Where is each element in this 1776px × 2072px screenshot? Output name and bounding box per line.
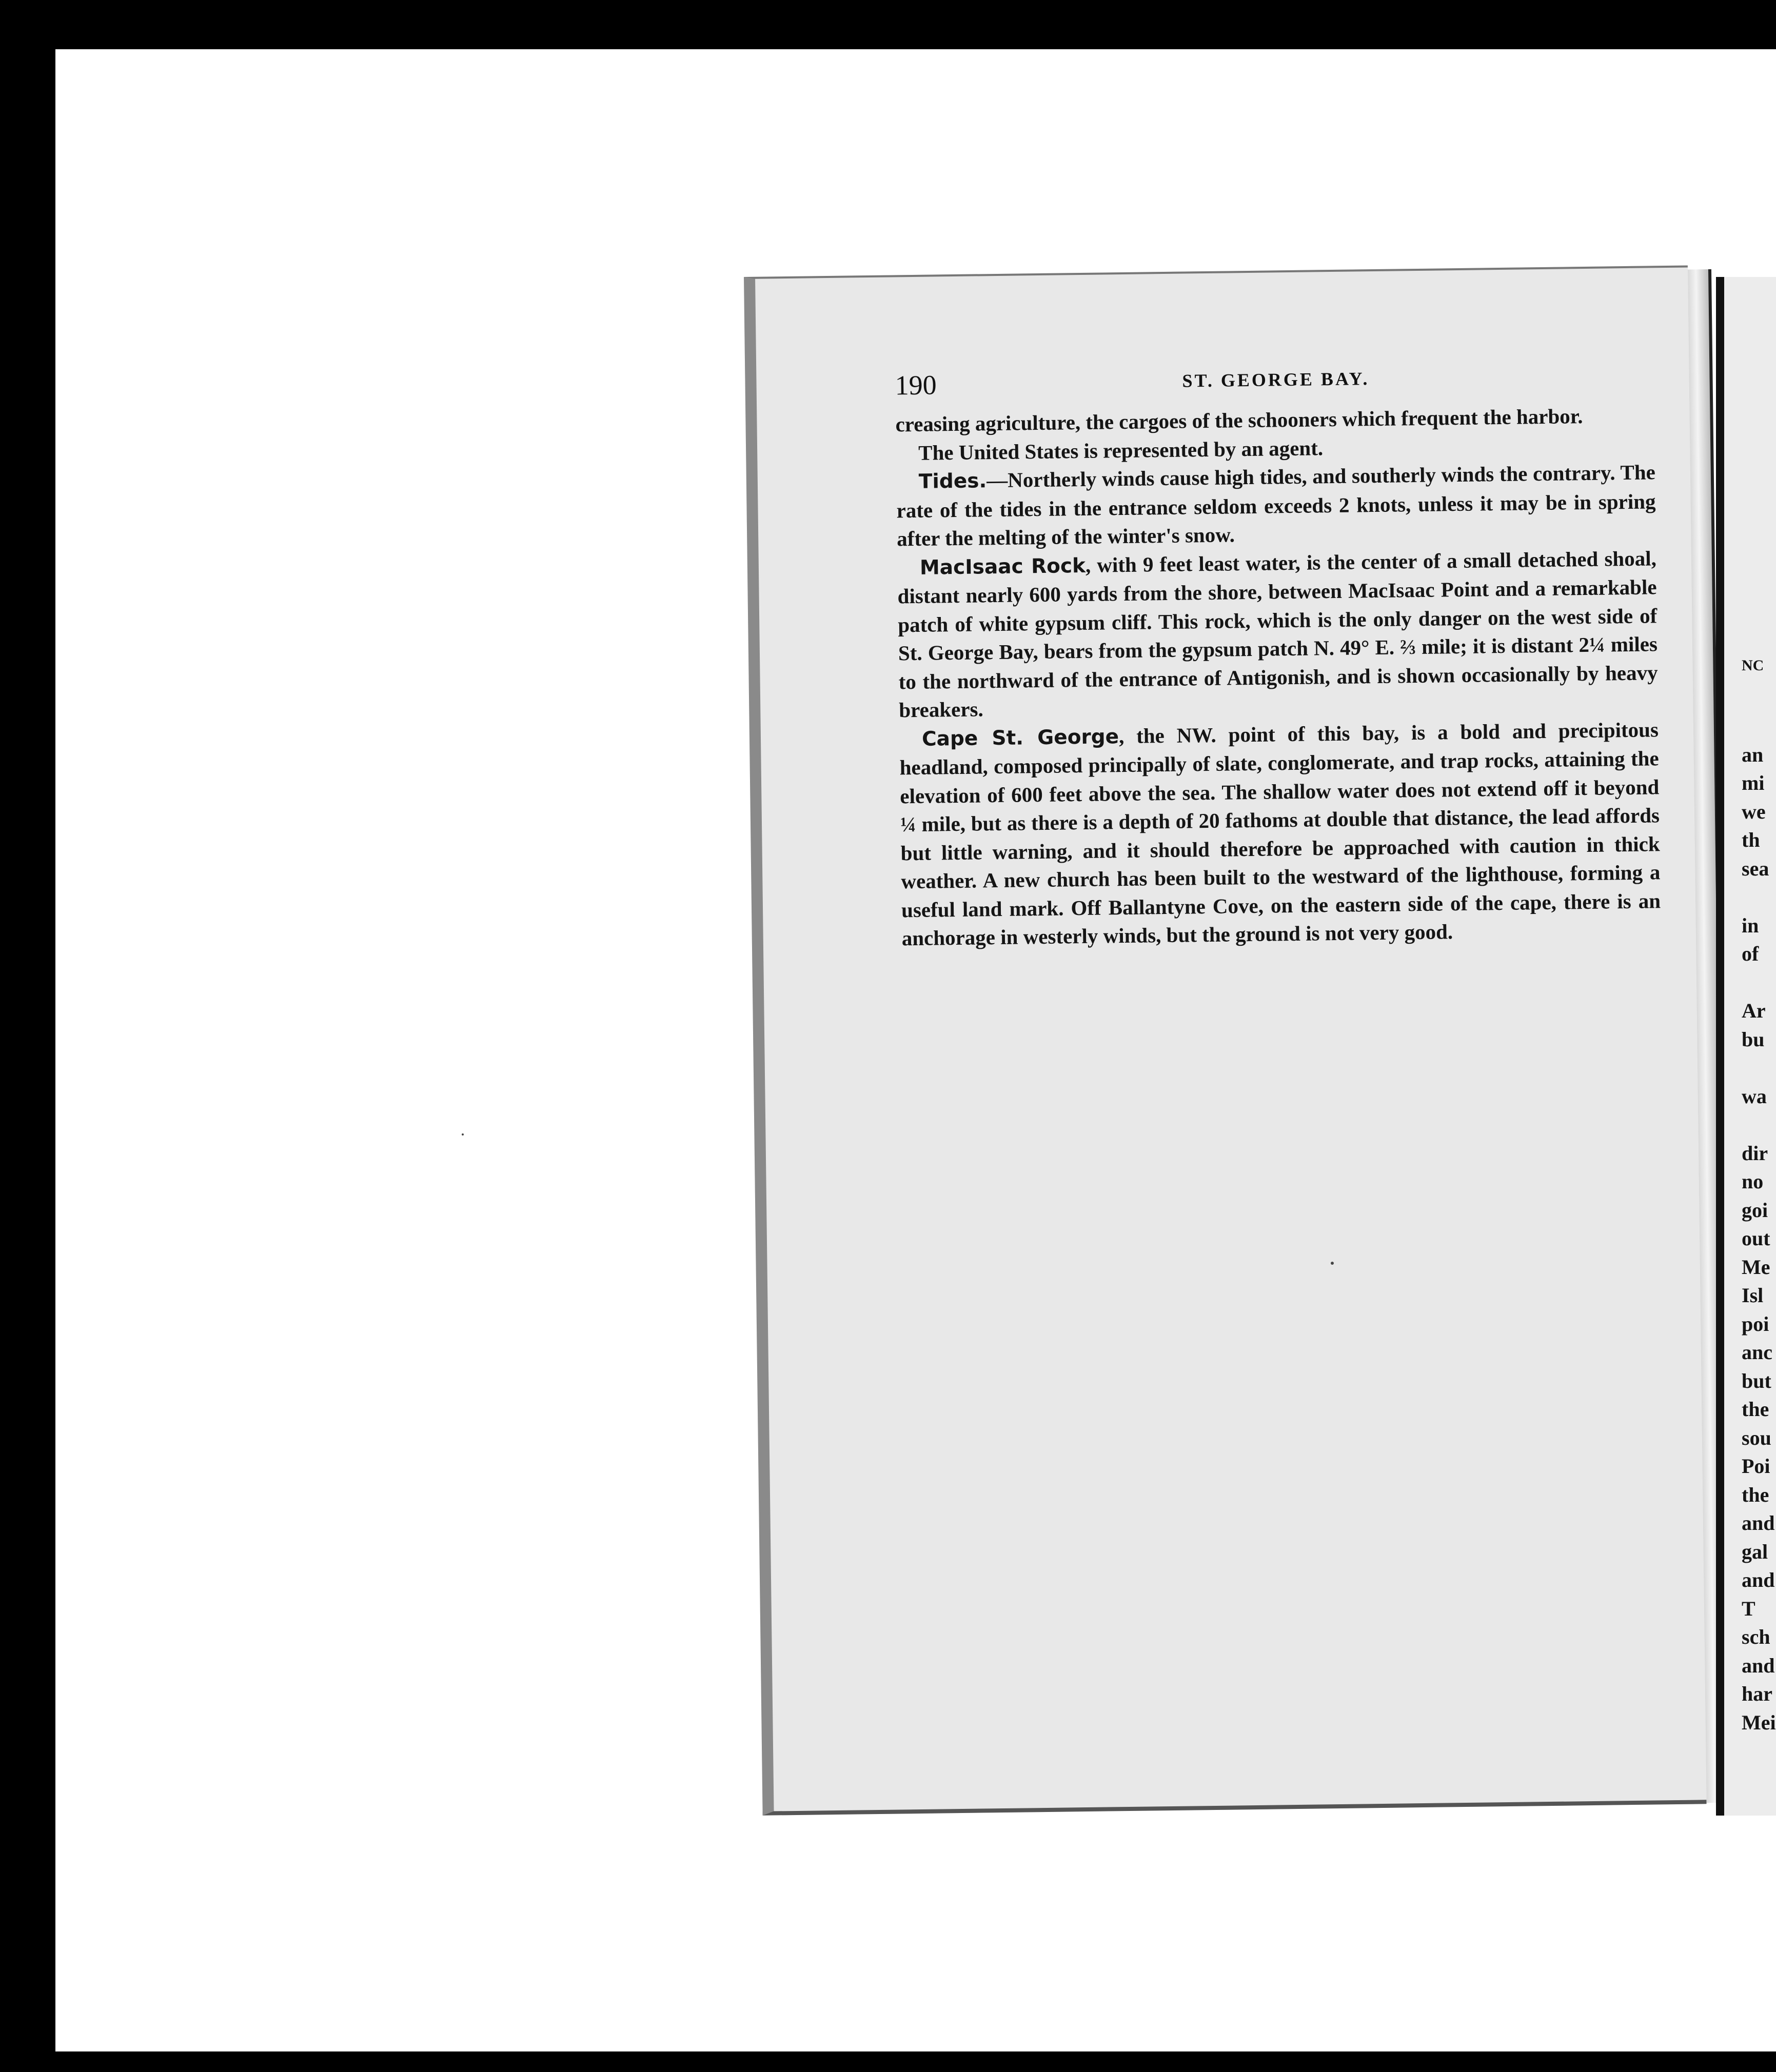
paragraph-macisaac-rock — [897, 544, 1659, 725]
adjacent-page-line: and — [1742, 1568, 1775, 1591]
macisaac-rock-text: , with 9 feet least water, is the center of a small detached shoal, distant nearly 600 yards from the shore, between MacIsaac Point and a remarkable patch of white gypsum cliff. This rock, which is the only danger on the west side of St. George Bay, bears from the gypsum patch N. 49° E. ⅔ mile; it is distant 2¼ miles to the northward of the entrance of Antigonish, and is shown occasionally by heavy breakers. — [897, 546, 1658, 722]
adjacent-page-line: Mei — [1742, 1710, 1776, 1734]
adjacent-page-header: NC — [1742, 657, 1764, 674]
adjacent-page-line: the — [1742, 1483, 1769, 1506]
adjacent-page-line: sou — [1742, 1426, 1771, 1449]
adjacent-page-line: in — [1742, 913, 1759, 937]
adjacent-page-line: the — [1742, 1398, 1769, 1421]
paragraph-tides — [896, 458, 1656, 553]
adjacent-page-line: mi — [1742, 771, 1765, 794]
adjacent-page-line: sch — [1742, 1625, 1770, 1648]
dust-speck — [462, 1133, 464, 1135]
adjacent-page-line: dir — [1742, 1141, 1768, 1165]
adjacent-page-line: and — [1742, 1511, 1775, 1535]
adjacent-page-line: har — [1742, 1682, 1772, 1705]
adjacent-page-line: Poi — [1742, 1455, 1770, 1478]
cape-st-george-heading: Cape St. George — [921, 725, 1119, 751]
adjacent-page-line: T — [1742, 1597, 1755, 1620]
page-number: 190 — [895, 369, 937, 401]
adjacent-page-lines — [1742, 741, 1776, 1737]
tides-text: —Northerly winds cause high tides, and southerly winds the contrary. The rate of the tides in the entrance seldom exceeds 2 knots, unless it may be in spring after the melting of the winter's snow. — [896, 460, 1656, 551]
paragraph-continuation: creasing agriculture, the cargoes of the schooners which frequent the harbor. — [895, 404, 1583, 436]
adjacent-page-line: out — [1742, 1227, 1770, 1250]
cape-st-george-text: , the NW. point of this bay, is a bold and precipitous headland, composed principally of slate, conglomerate, and trap rocks, attaining the elevation of 600 feet above the sea. The shallow water does not extend off it beyond ¼ mile, but as there is a depth of 20 fathoms at double that distance, the lead affords but little warning, and it should therefore be approached with caution in thick weather. A new church has been built to the westward of the lighthouse, forming a useful land mark. Off Ballantyne Cove, on the eastern side of the cape, there is an anchorage in westerly winds, but the ground is not very good. — [899, 717, 1661, 950]
adjacent-page-text — [1742, 651, 1776, 1737]
tides-heading: Tides. — [918, 469, 987, 493]
adjacent-page-line: poi — [1742, 1312, 1769, 1336]
adjacent-page-line: but — [1742, 1369, 1771, 1392]
paragraph-cape-st-george — [899, 715, 1661, 953]
adjacent-page-line: Me — [1742, 1255, 1770, 1279]
adjacent-page-line: sea — [1742, 856, 1769, 880]
adjacent-page-line: Ar — [1742, 999, 1766, 1022]
paragraph-agent: The United States is represented by an agent. — [918, 435, 1324, 465]
adjacent-page-line: no — [1742, 1170, 1764, 1193]
adjacent-page-line: we — [1742, 800, 1766, 823]
book-page — [744, 266, 1707, 1816]
adjacent-page-line: gal — [1742, 1540, 1768, 1563]
adjacent-page-line: bu — [1742, 1027, 1765, 1051]
adjacent-page-line: and — [1742, 1653, 1775, 1677]
body-text — [895, 401, 1661, 953]
adjacent-page-line — [1742, 968, 1776, 997]
adjacent-page-line: anc — [1742, 1341, 1772, 1364]
adjacent-page-line: goi — [1742, 1198, 1768, 1222]
dust-speck — [1331, 1262, 1334, 1265]
adjacent-page-line: of — [1742, 942, 1759, 965]
adjacent-page-line — [1742, 883, 1776, 911]
adjacent-page-line: Isl — [1742, 1284, 1764, 1307]
page-header — [895, 360, 1654, 405]
macisaac-rock-heading: MacIsaac Rock — [919, 554, 1086, 580]
adjacent-page-line: an — [1742, 743, 1764, 766]
adjacent-page-line: wa — [1742, 1084, 1767, 1108]
adjacent-page-line: th — [1742, 828, 1760, 851]
adjacent-page-line — [1742, 1053, 1776, 1082]
adjacent-page-line — [1742, 1110, 1776, 1139]
running-head: ST. GEORGE BAY. — [1182, 368, 1370, 391]
book-page-wrapper — [744, 265, 1732, 1826]
